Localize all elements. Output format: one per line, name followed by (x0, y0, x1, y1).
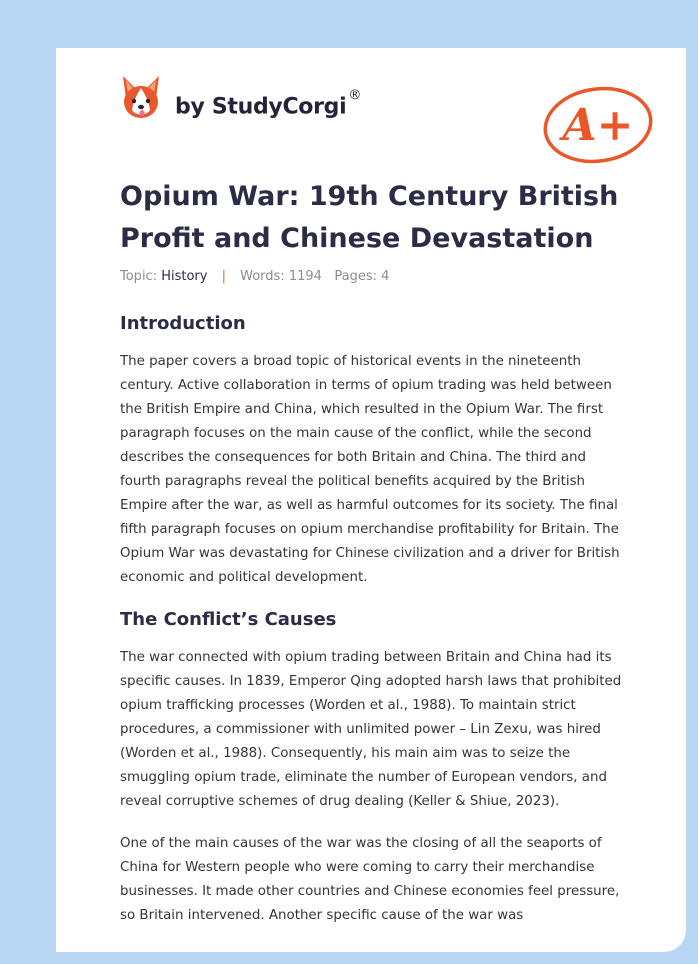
paragraph: The war connected with opium trading between Britain and China had its specific causes. In 1839, Emperor Qing adopted harsh laws that prohibited opium trafficking processes (Worden et al., 1988). To maintain strict procedures, a commissioner with unlimited power – Lin Zexu, was hired (Worden et al., 1988). Consequently, his main aim was to seize the smuggling opium trade, eliminate the number of European vendors, and reveal corruptive schemes of drug dealing (Keller & Shiue, 2023). (120, 650, 622, 809)
paragraph: The paper covers a broad topic of historical events in the nineteenth century. Active collaboration in terms of opium trading was held between the British Empire and China, which resulted in the Opium War. The first paragraph focuses on the main cause of the conflict, while the second describes the consequences for both Britain and China. The third and fourth paragraphs reveal the political benefits acquired by the British Empire after the war, as well as harmful outcomes for its society. The final fifth paragraph focuses on opium merchandise profitability for Britain. The Opium War was devastating for Chinese civilization and a driver for British economic and political development. (120, 354, 620, 585)
corgi-logo-icon (120, 74, 162, 122)
topic-value[interactable]: History (161, 269, 208, 284)
section-heading-introduction: Introduction (120, 313, 246, 334)
topic-label: Topic: (120, 269, 158, 284)
pages-value: 4 (381, 269, 390, 284)
grade-a-plus-badge (540, 84, 656, 166)
brand-name: by StudyCorgi ® (175, 88, 362, 120)
registered-mark: ® (348, 88, 362, 103)
document-meta (120, 269, 389, 284)
section-heading-conflict-causes: The Conflict’s Causes (120, 609, 337, 630)
page-title: Opium War: 19th Century British Profit and Chinese Devastation (120, 181, 619, 254)
essay-body (120, 312, 630, 946)
meta-separator: | (221, 269, 226, 284)
words-label: Words: (240, 269, 285, 284)
document-page (56, 48, 686, 952)
header (120, 74, 660, 151)
pages-label: Pages: (334, 269, 377, 284)
paragraph: One of the main causes of the war was the closing of all the seaports of China for Western people who were coming to carry their merchandise businesses. It made other countries and Chinese economies feel pressure, so Britain intervened. Another specific cause of the war was (120, 836, 620, 923)
words-value: 1194 (288, 269, 322, 284)
grade-text: A+ (562, 100, 634, 151)
